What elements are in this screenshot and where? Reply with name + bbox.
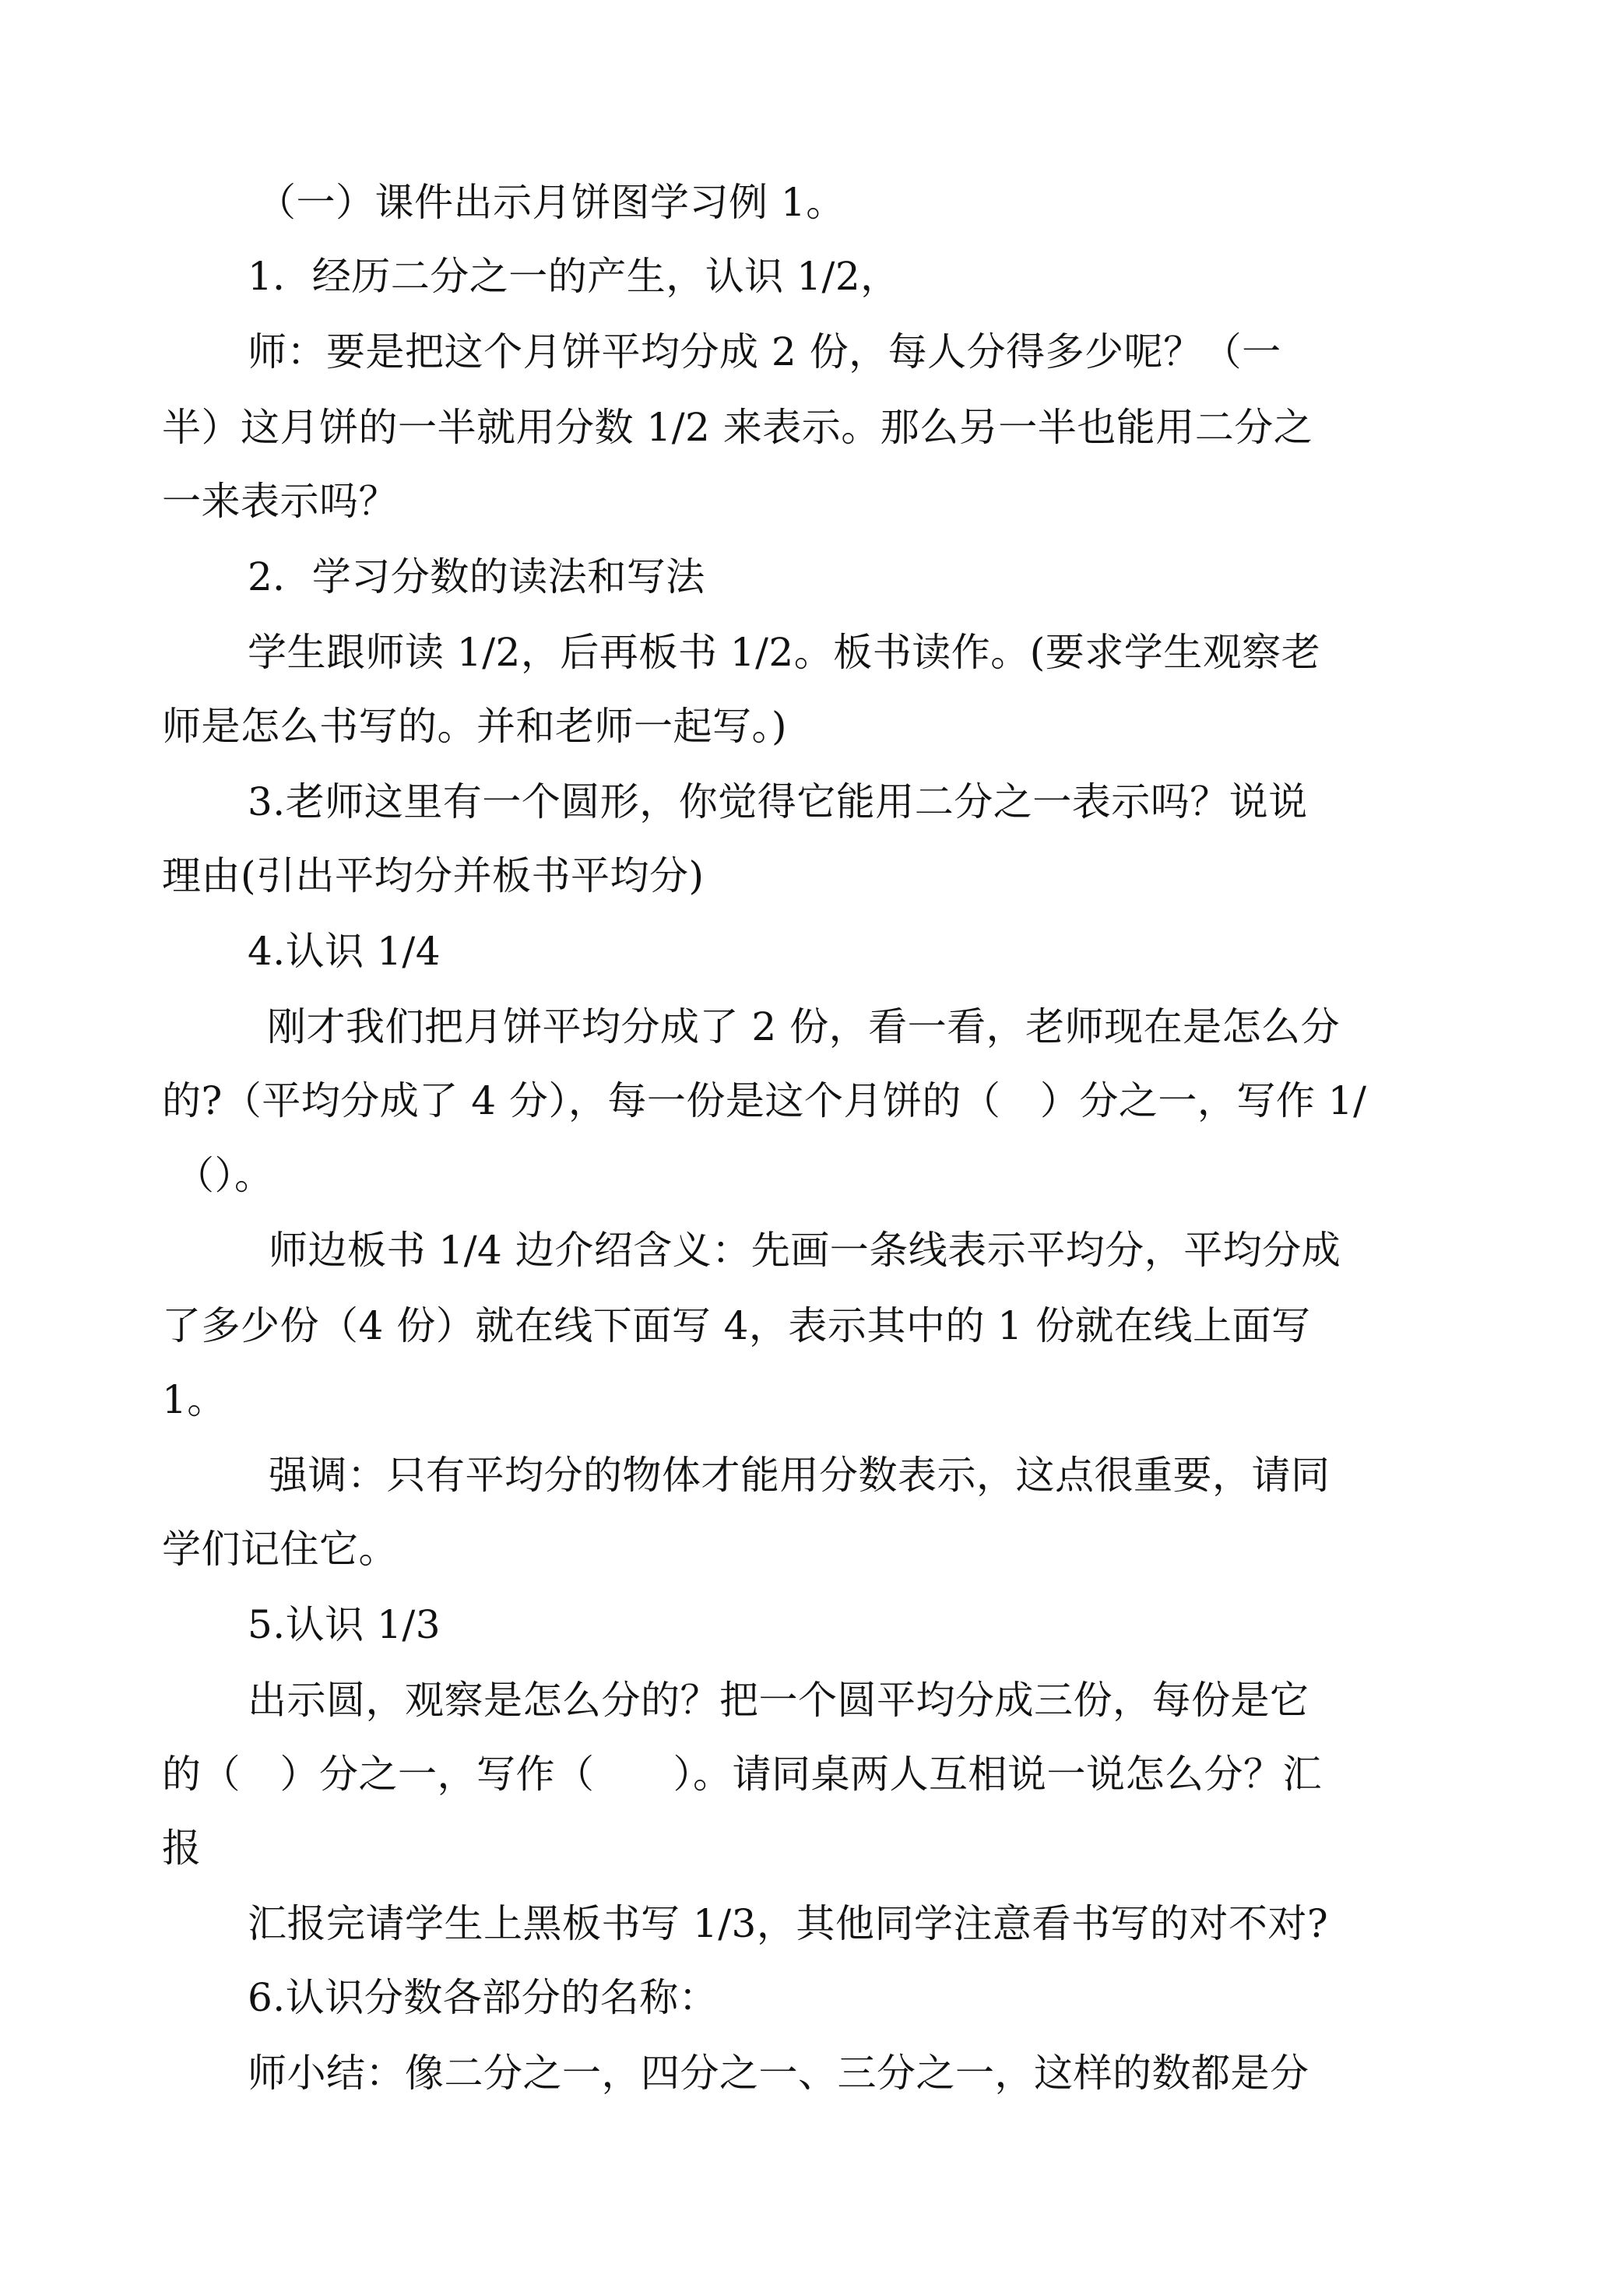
text-line-17: 1。 [162,1377,227,1422]
text-line-25: 6.认识分数各部分的名称： [248,1975,719,2020]
text-line-21: 出示圆，观察是怎么分的？把一个圆平均分成三份，每份是它 [248,1678,1309,1723]
text-line-20: 5.认识 1/3 [248,1602,441,1647]
text-line-6: 2．学习分数的读法和写法 [248,554,705,599]
text-line-3: 师：要是把这个月饼平均分成 2 份，每人分得多少呢？（一 [248,329,1281,374]
text-line-10: 理由(引出平均分并板书平均分) [162,853,705,898]
text-line-5: 一来表示吗？ [162,479,398,524]
text-line-19: 学们记住它。 [162,1527,398,1572]
text-line-26: 师小结：像二分之一，四分之一、三分之一，这样的数都是分 [248,2051,1309,2096]
text-line-1: （一）课件出示月饼图学习例 1。 [257,180,845,225]
text-line-9: 3.老师这里有一个圆形，你觉得它能用二分之一表示吗？说说 [248,779,1308,824]
text-line-14: （）。 [175,1153,274,1198]
text-line-11: 4.认识 1/4 [248,929,441,974]
text-line-13: 的?（平均分成了 4 分），每一份是这个月饼的（ ）分之一，写作 1/ [162,1078,1367,1123]
text-line-2: 1．经历二分之一的产生，认识 1/2， [248,254,900,299]
text-line-7: 学生跟师读 1/2，后再板书 1/2。板书读作。(要求学生观察老 [248,630,1321,675]
text-line-23: 报 [162,1826,202,1871]
text-line-22: 的（ ）分之一，写作（ ）。请同桌两人互相说一说怎么分？汇 [162,1752,1322,1797]
text-line-15: 师边板书 1/4 边介绍含义：先画一条线表示平均分，平均分成 [269,1228,1341,1273]
text-line-16: 了多少份（4 份）就在线下面写 4，表示其中的 1 份就在线上面写 [162,1303,1311,1348]
text-line-12: 刚才我们把月饼平均分成了 2 份，看一看，老师现在是怎么分 [267,1004,1341,1049]
text-line-8: 师是怎么书写的。并和老师一起写。) [162,704,788,749]
text-line-18: 强调：只有平均分的物体才能用分数表示，这点很重要，请同 [269,1453,1330,1498]
text-line-4: 半）这月饼的一半就用分数 1/2 来表示。那么另一半也能用二分之 [162,405,1313,450]
text-line-24: 汇报完请学生上黑板书写 1/3，其他同学注意看书写的对不对? [248,1901,1329,1946]
